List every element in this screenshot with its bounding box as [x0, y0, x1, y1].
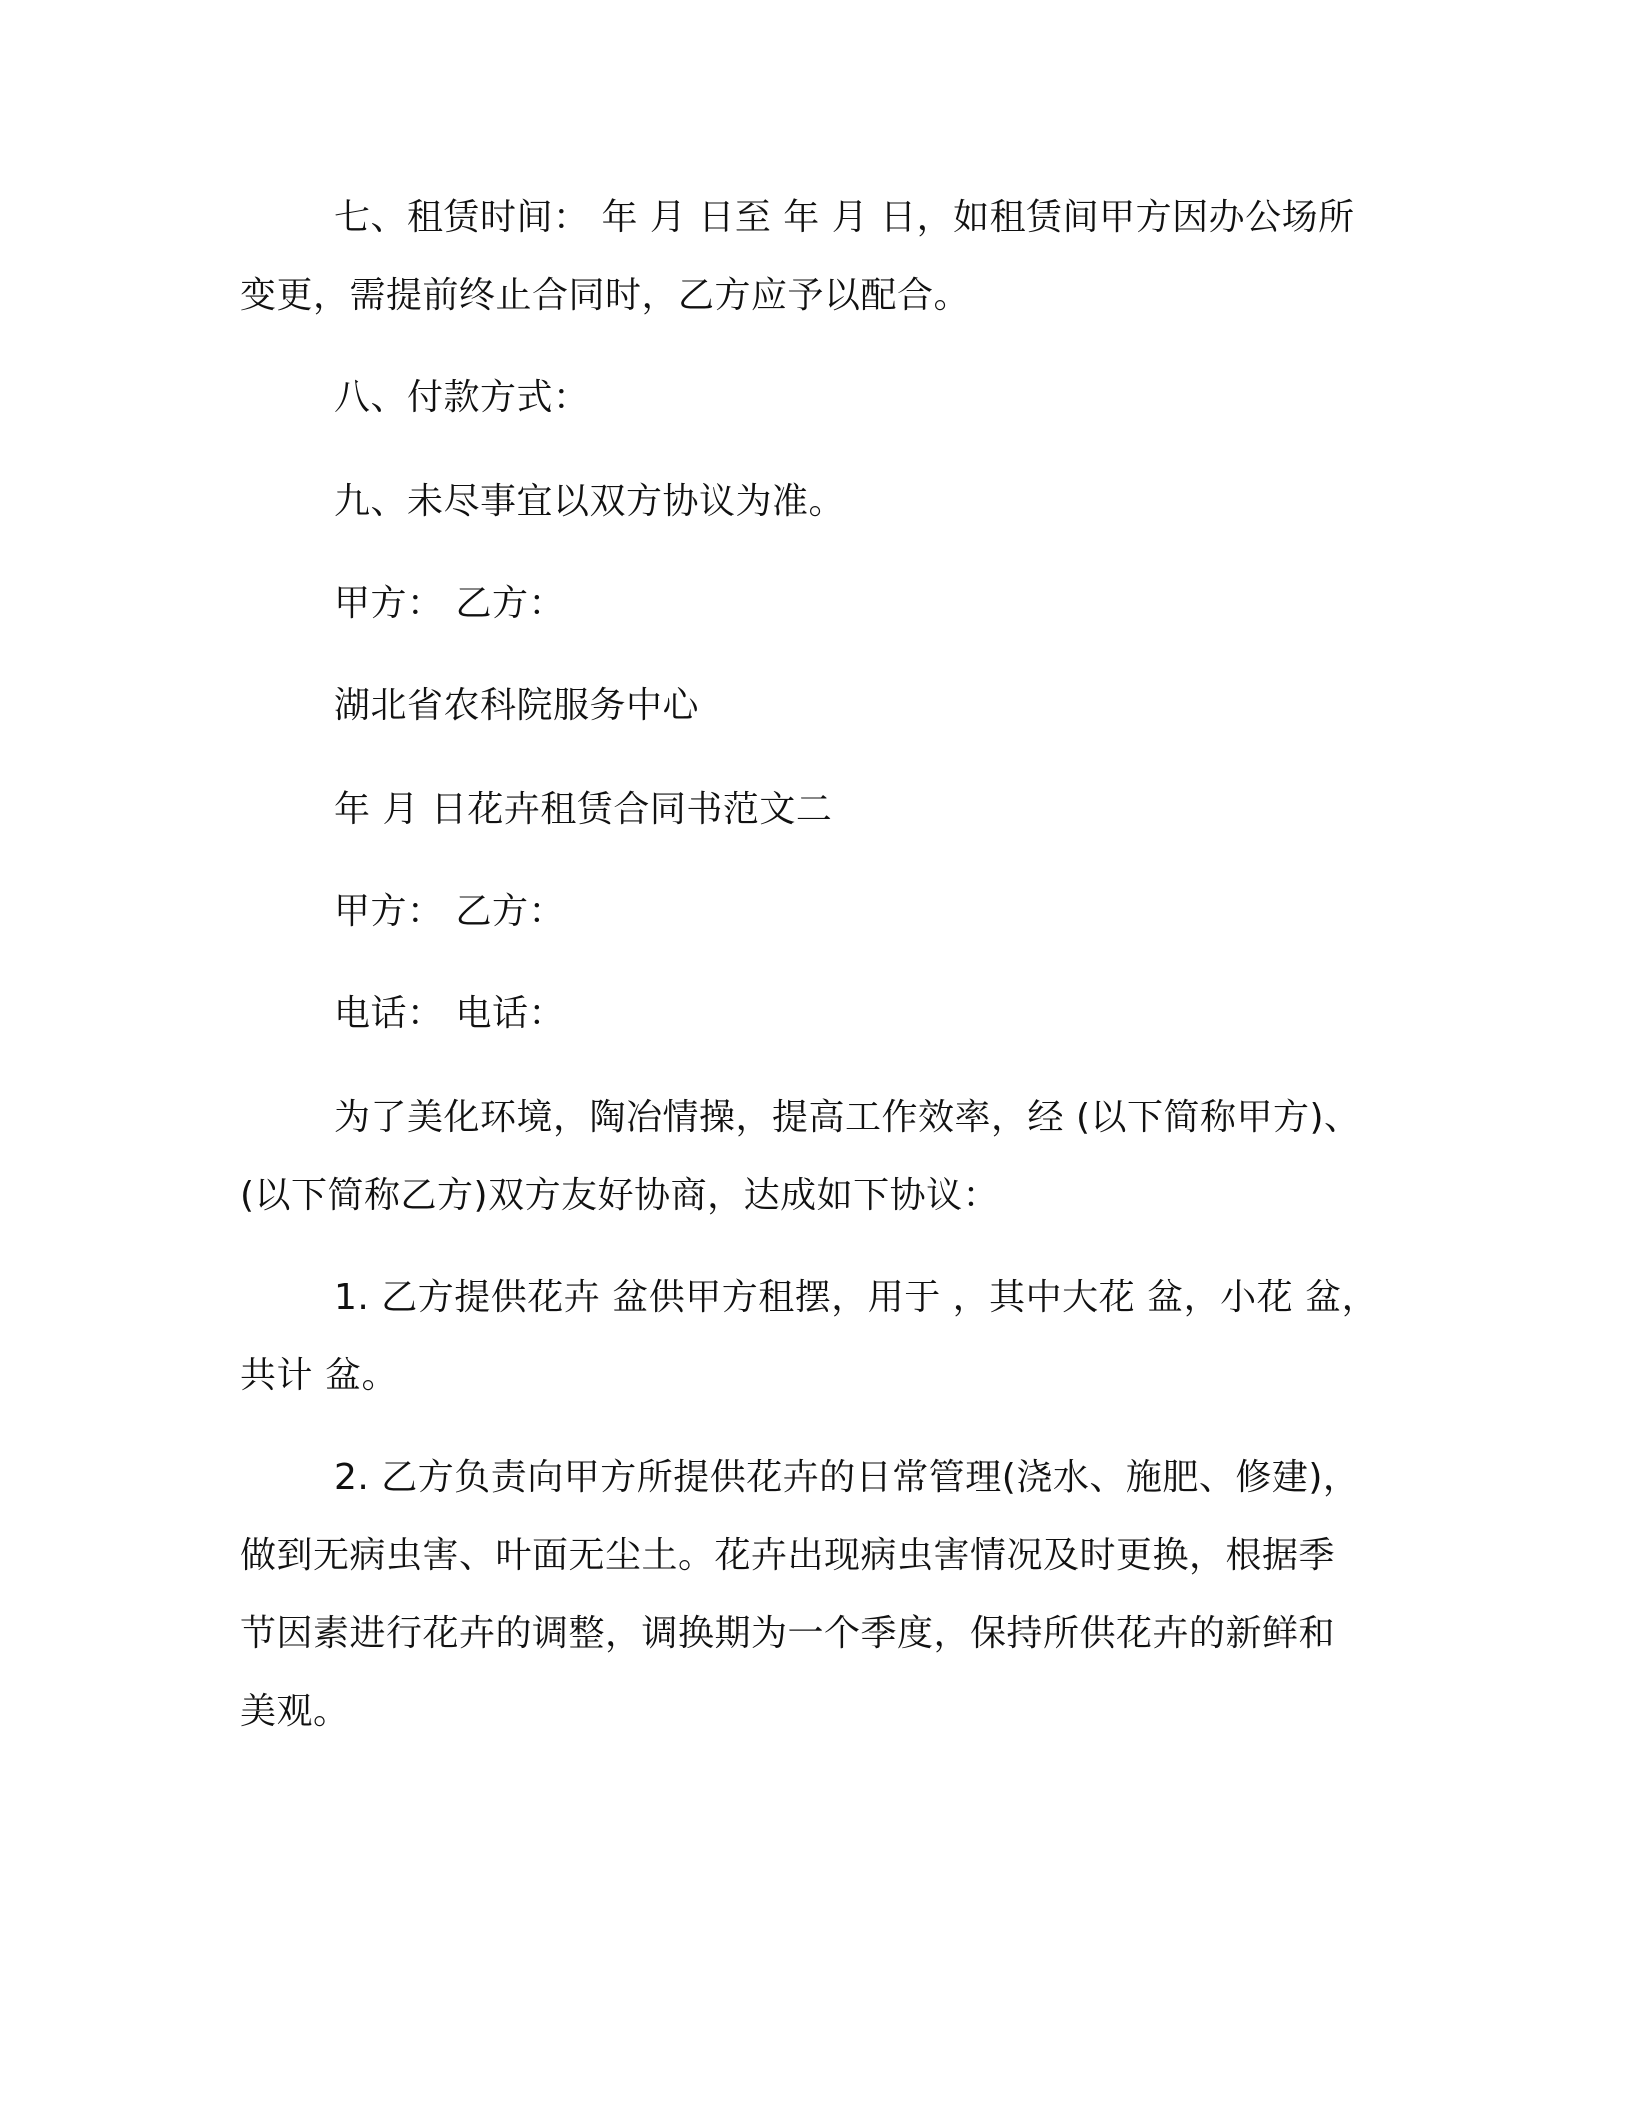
phone-line: 电话： 电话：: [334, 993, 565, 1034]
item-1-line-1: 1. 乙方提供花卉 盆供甲方租摆，用于 ，其中大花 盆，小花 盆，: [334, 1277, 1379, 1318]
party-a-organization: 湖北省农科院服务中心: [334, 685, 700, 726]
party-a-b-line: 甲方： 乙方：: [334, 891, 565, 932]
clause-8-payment-method: 八、付款方式：: [334, 377, 590, 418]
party-a-b-signature-line: 甲方： 乙方：: [334, 583, 565, 624]
preamble-line-1: 为了美化环境，陶冶情操，提高工作效率，经 (以下简称甲方)、: [334, 1097, 1361, 1138]
preamble-line-2: (以下简称乙方)双方友好协商，达成如下协议：: [240, 1175, 1000, 1216]
item-2-line-4: 美观。: [240, 1691, 350, 1732]
item-1-line-2: 共计 盆。: [240, 1355, 398, 1396]
item-2-line-3: 节因素进行花卉的调整，调换期为一个季度，保持所供花卉的新鲜和: [240, 1613, 1336, 1654]
clause-7-line-2: 变更，需提前终止合同时，乙方应予以配合。: [240, 275, 971, 316]
item-2-line-1: 2. 乙方负责向甲方所提供花卉的日常管理(浇水、施肥、修建)，: [334, 1457, 1360, 1498]
item-2-line-2: 做到无病虫害、叶面无尘土。花卉出现病虫害情况及时更换，根据季: [240, 1535, 1336, 1576]
clause-9-unresolved-matters: 九、未尽事宜以双方协议为准。: [334, 481, 846, 522]
clause-7-line-1: 七、租赁时间： 年 月 日至 年 月 日，如租赁间甲方因办公场所: [334, 197, 1355, 238]
date-and-sample-two-title: 年 月 日花卉租赁合同书范文二: [334, 789, 833, 830]
